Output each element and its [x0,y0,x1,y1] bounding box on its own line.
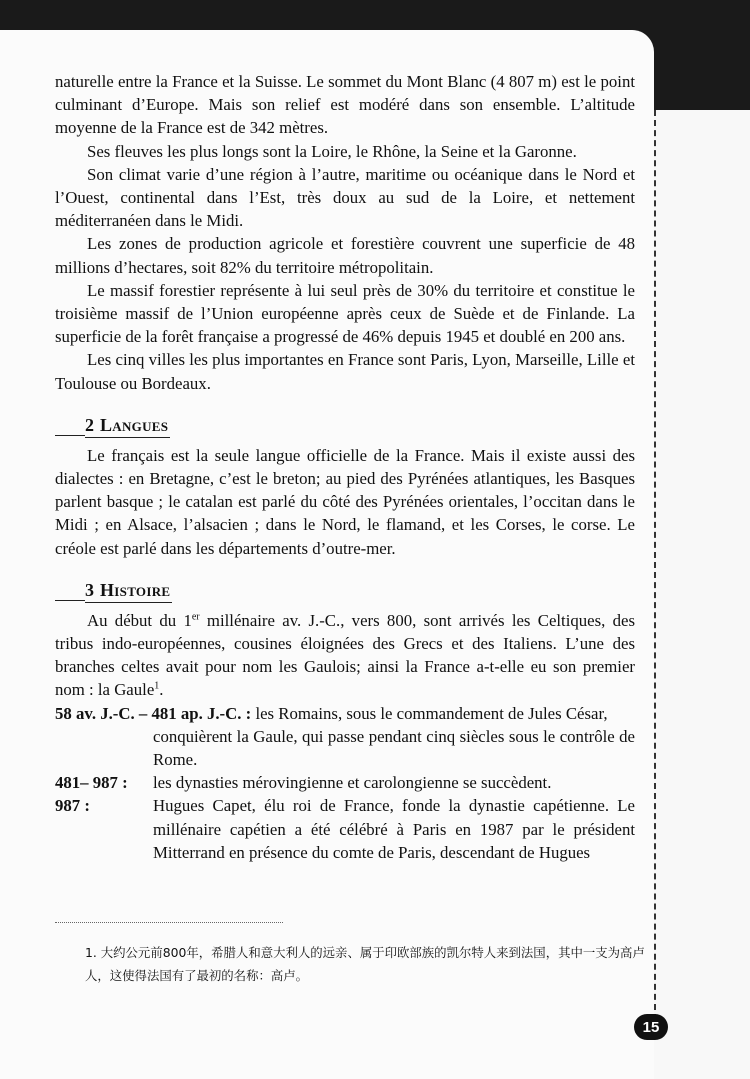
scan-top-border [0,0,750,30]
page-edge-dash [654,110,656,1020]
timeline-entry [55,794,635,864]
paragraph-intro: Au début du 1er millénaire av. J.-C., vers 800, sont arrivés les Celtiques, des tribus indo-européennes, cousines éloignées des Grecs et des Italiens. L’une des branches celtes avait pour nom les Gaulois; ainsi la France a-t-elle eu son premier nom : la Gaule$^1$. [55,610,635,700]
timeline-date: 987 : [55,796,90,816]
paragraph: Le français est la seule langue officielle de la France. Mais il existe aussi des dialectes : en Bretagne, c’est le breton; au pied des Pyrénées atlantiques, les Basques parlent basque ; le catalan est parlé du côté des Pyrénées orientales, l’occitan dans le Midi ; en Alsace, l’alsacien ; dans le Nord, le flamand, et les Corses, le corse. Le créole est parlé dans les départements d’outre-mer. [55,445,635,558]
paragraph: Son climat varie d’une région à l’autre, maritime ou océanique dans le Nord et l’Ouest, continental dans l’Est, très doux au sud de la Loire, et nettement méditerranéen dans le Midi. [55,164,635,231]
footnote-ref: 1 [154,680,160,692]
paragraph: Ses fleuves les plus longs sont la Loire, le Rhône, la Seine et la Garonne. [87,141,577,161]
paragraph: Les cinq villes les plus importantes en France sont Paris, Lyon, Marseille, Lille et Toulouse ou Bordeaux. [55,350,635,393]
heading-text: 2 Langues [85,413,170,438]
timeline-date: 481– 987 : [55,773,128,793]
timeline-text: Hugues Capet, élu roi de France, fonde la dynastie capétienne. Le millénaire capétien a été célébré à Paris en 1987 par le président Mitterrand en présence du comte de Paris, descendant de Hugues [153,796,635,862]
heading-text: 3 Histoire [85,578,172,603]
heading-rule [55,599,85,601]
timeline-date: 58 av. J.-C. – 481 ap. J.-C. : [55,703,252,723]
paragraph: Le massif forestier représente à lui seul près de 30% du territoire et constitue le troisième massif de l’Union européenne après ceux de Suède et de Finlande. La superficie de la forêt française a progressé de 46% depuis 1945 et doublé en 200 ans. [55,280,635,347]
paragraph: Les zones de production agricole et forestière couvrent une superficie de 48 millions d’hectares, soit 82% du territoire métropolitain. [55,234,635,277]
timeline-entry [55,771,635,794]
timeline-text-continued: conquièrent la Gaule, qui passe pendant cinq siècles sous le contrôle de Rome. [153,726,635,770]
page-edge [654,110,750,1079]
heading-rule [55,434,85,436]
section-heading-histoire [55,578,635,603]
timeline-entry [55,702,635,772]
page-number: 15 [634,1014,668,1040]
timeline-text: les dynasties mérovingienne et carolongienne se succèdent. [153,773,552,793]
section-heading-langues [55,413,635,438]
footnote-rule [55,922,283,923]
paragraph: naturelle entre la France et la Suisse. Le sommet du Mont Blanc (4 807 m) est le point culminant d’Europe. Mais son relief est modéré dans son ensemble. L’altitude moyenne de la France est de 342 mètres. [55,72,635,138]
page-content [55,70,635,864]
footnote: 1. 大约公元前800年，希腊人和意大利人的远亲、属于印欧部族的凯尔特人来到法国，其中一支为高卢人，这使得法国有了最初的名称：高卢。 [85,945,645,983]
timeline-text: les Romains, sous le commandement de Jules César, [251,703,608,723]
